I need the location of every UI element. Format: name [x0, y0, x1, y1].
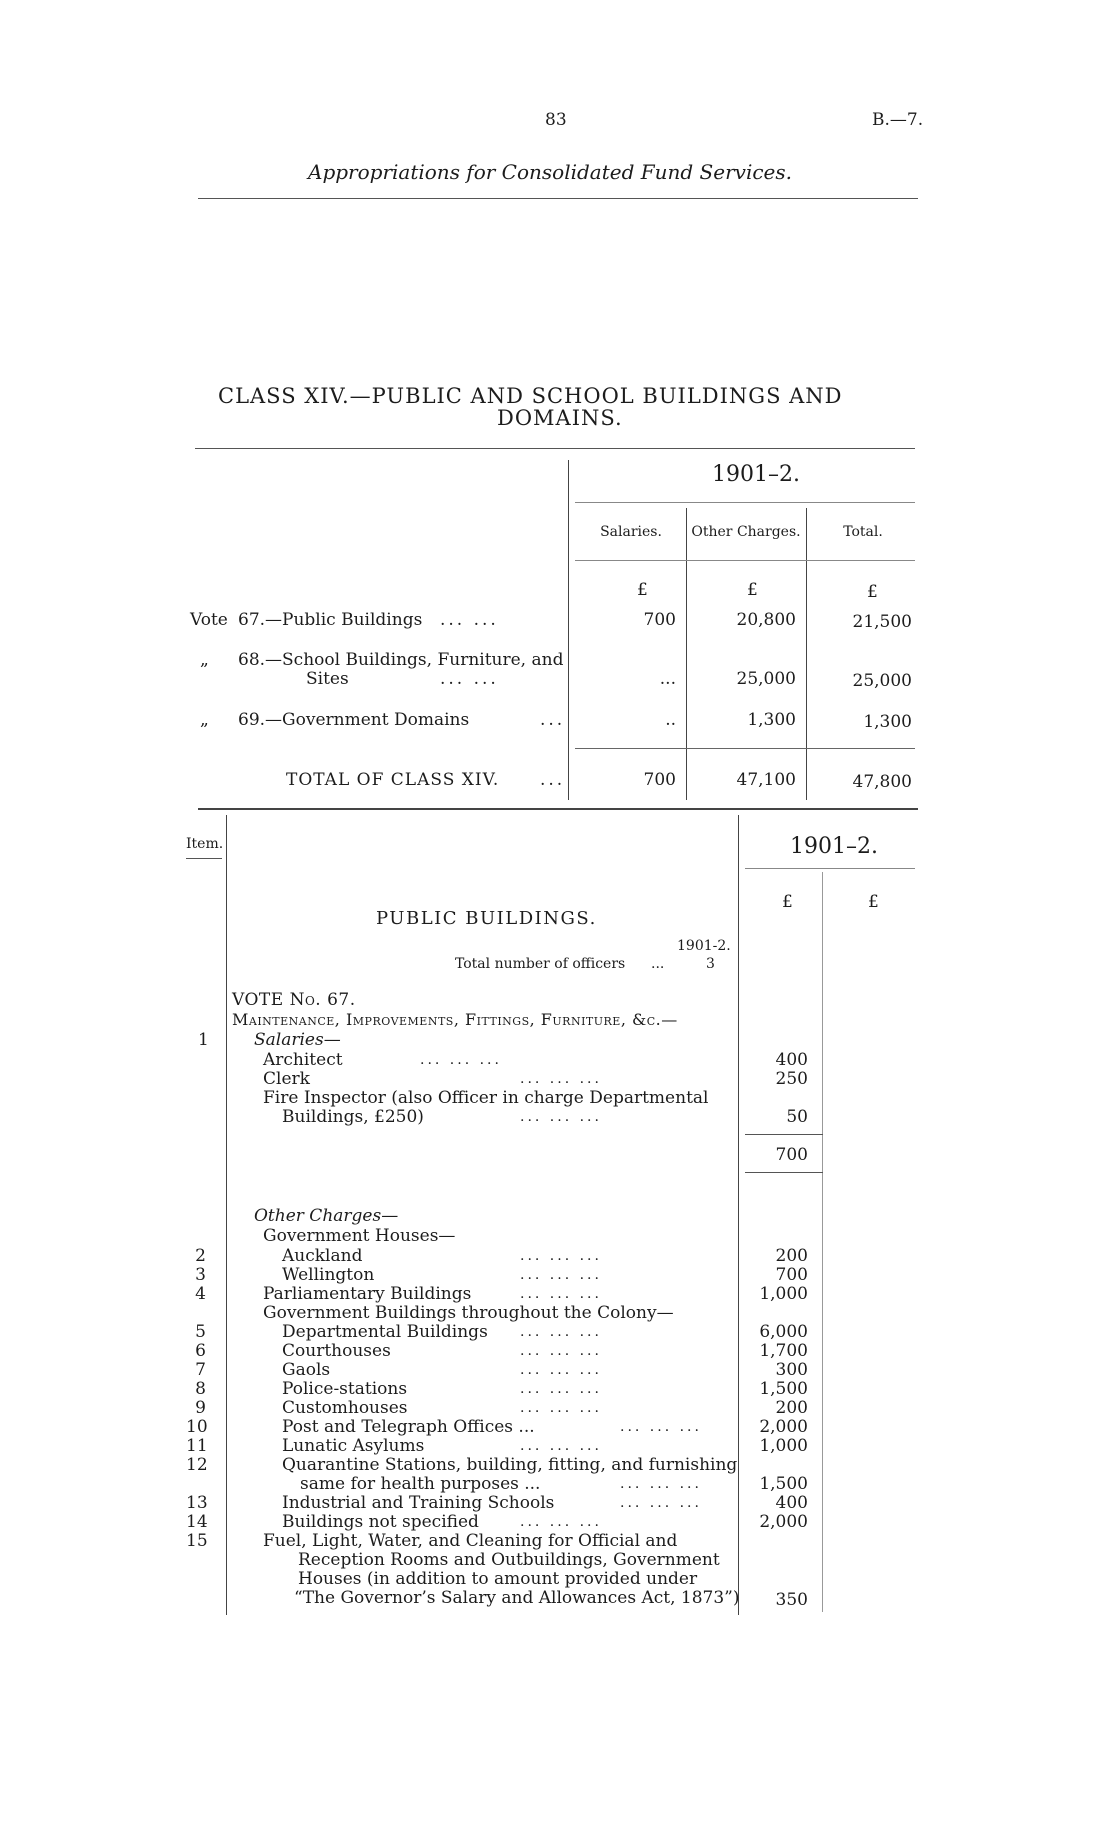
item-label: Buildings not specified [282, 1512, 479, 1532]
item-number: 3 [195, 1265, 206, 1285]
item-amount: 1,000 [759, 1436, 808, 1456]
item-leader: ... ... ... [520, 1286, 602, 1302]
currency-other: £ [747, 580, 758, 600]
government-buildings-heading: Government Buildings throughout the Colony— [263, 1303, 674, 1323]
item-number: 10 [186, 1417, 208, 1437]
item-amount: 1,700 [759, 1341, 808, 1361]
salaries-subtotal-rule [745, 1134, 823, 1135]
page-number: 83 [545, 110, 567, 130]
item-label: Lunatic Asylums [282, 1436, 425, 1456]
row-total: 25,000 [852, 671, 912, 691]
summary-col-divider-2 [806, 508, 807, 800]
item-number: 2 [195, 1246, 206, 1266]
section-title: PUBLIC BUILDINGS. [376, 908, 597, 929]
salary-label: Fire Inspector (also Officer in charge Departmental [263, 1088, 709, 1108]
item-number: 12 [186, 1455, 208, 1475]
summary-year-rule [575, 502, 915, 503]
government-houses-heading: Government Houses— [263, 1226, 456, 1246]
item-label-cont: “The Governor’s Salary and Allowances Act, 1873”) [294, 1588, 740, 1608]
item-label-cont: Reception Rooms and Outbuildings, Government [298, 1550, 720, 1570]
item-label: Parliamentary Buildings [263, 1284, 472, 1304]
detail-currency-1: £ [782, 892, 793, 912]
item-amount: 1,000 [759, 1284, 808, 1304]
item-amount: 200 [775, 1246, 808, 1266]
row-total: 1,300 [863, 712, 912, 732]
item-number: 1 [198, 1030, 209, 1050]
salaries-subtotal-bottom-rule [745, 1172, 823, 1173]
item-leader: ... ... ... [520, 1324, 602, 1340]
summary-total-rule [575, 748, 915, 749]
row-leader: ... ... [440, 610, 499, 630]
row-prefix: „ [200, 710, 209, 730]
salary-amount: 250 [775, 1069, 808, 1089]
section-divider-rule [198, 808, 918, 810]
salary-leader: ... ... ... [520, 1109, 602, 1125]
item-amount: 1,500 [759, 1379, 808, 1399]
item-label-cont: same for health purposes ... [300, 1474, 541, 1494]
item-leader: ... ... ... [520, 1400, 602, 1416]
other-charges-label: Other Charges— [254, 1206, 399, 1226]
item-leader: ... ... ... [620, 1495, 702, 1511]
item-column-divider [226, 815, 227, 1615]
row-salaries: 700 [643, 610, 676, 630]
row-leader: ... ... [440, 669, 499, 689]
total-leader: ... [540, 770, 566, 790]
item-number: 8 [195, 1379, 206, 1399]
row-other-charges: 1,300 [747, 710, 796, 730]
item-label: Auckland [282, 1246, 363, 1266]
item-label: Post and Telegraph Offices ... [282, 1417, 535, 1437]
item-leader: ... ... ... [520, 1248, 602, 1264]
summary-col-other-charges: Other Charges. [691, 524, 801, 540]
row-other-charges: 25,000 [736, 669, 796, 689]
item-label: Customhouses [282, 1398, 408, 1418]
summary-col-total: Total. [843, 524, 883, 540]
salary-label: Clerk [263, 1069, 310, 1089]
vote-heading: VOTE No. 67. [232, 990, 356, 1010]
item-amount: 350 [775, 1590, 808, 1610]
detail-currency-2: £ [868, 892, 879, 912]
summary-col-salaries: Salaries. [600, 524, 662, 540]
item-leader: ... ... ... [520, 1362, 602, 1378]
salaries-subtotal: 700 [775, 1145, 808, 1165]
item-number: 11 [186, 1436, 208, 1456]
item-label: Departmental Buildings [282, 1322, 488, 1342]
item-number: 13 [186, 1493, 208, 1513]
item-label: Police-stations [282, 1379, 408, 1399]
row-prefix: „ [200, 650, 209, 670]
row-salaries: .. [665, 710, 676, 730]
item-column-header: Item. [186, 836, 224, 852]
currency-total: £ [867, 582, 878, 602]
subhead: Maintenance, Improvements, Fittings, Furniture, &c.— [232, 1010, 678, 1029]
summary-year: 1901–2. [712, 462, 800, 487]
summary-header-rule [575, 560, 915, 561]
total-column-divider [822, 872, 823, 1612]
item-amount: 6,000 [759, 1322, 808, 1342]
officers-year: 1901-2. [677, 938, 731, 954]
item-amount: 700 [775, 1265, 808, 1285]
document-reference: B.—7. [872, 110, 924, 130]
row-other-charges: 20,800 [736, 610, 796, 630]
detail-year: 1901–2. [790, 834, 878, 859]
total-salaries: 700 [643, 770, 676, 790]
salary-amount: 50 [786, 1107, 808, 1127]
item-label: Quarantine Stations, building, fitting, and furnishing [282, 1455, 738, 1475]
total-label: TOTAL OF CLASS XIV. [286, 770, 500, 790]
class-title-line-2: DOMAINS. [497, 406, 623, 430]
amount-column-divider [738, 815, 739, 1615]
item-header-rule [186, 858, 222, 859]
item-amount: 200 [775, 1398, 808, 1418]
summary-label-divider [568, 460, 569, 800]
detail-year-rule [745, 868, 915, 869]
item-amount: 400 [775, 1493, 808, 1513]
summary-col-divider-1 [686, 508, 687, 800]
running-title: Appropriations for Consolidated Fund Services. [308, 160, 793, 184]
header-rule [198, 198, 918, 199]
item-leader: ... ... ... [520, 1514, 602, 1530]
item-number: 6 [195, 1341, 206, 1361]
item-leader: ... ... ... [520, 1343, 602, 1359]
item-label: Courthouses [282, 1341, 391, 1361]
item-amount: 1,500 [759, 1474, 808, 1494]
salary-amount: 400 [775, 1050, 808, 1070]
total-total: 47,800 [852, 772, 912, 792]
item-number: 7 [195, 1360, 206, 1380]
item-number: 9 [195, 1398, 206, 1418]
officers-leader: ... [651, 956, 665, 972]
salaries-label: Salaries— [254, 1030, 341, 1050]
row-label-cont: Sites [306, 669, 349, 689]
salary-label: Architect [263, 1050, 343, 1070]
total-other-charges: 47,100 [736, 770, 796, 790]
item-amount: 2,000 [759, 1417, 808, 1437]
row-label: 67.—Public Buildings [238, 610, 423, 630]
row-prefix: Vote [190, 610, 228, 630]
item-leader: ... ... ... [620, 1419, 702, 1435]
currency-salaries: £ [637, 580, 648, 600]
row-leader: ... [540, 710, 566, 730]
item-leader: ... ... ... [520, 1267, 602, 1283]
class-title-line-1: CLASS XIV.—PUBLIC AND SCHOOL BUILDINGS AND [218, 384, 843, 408]
item-number: 14 [186, 1512, 208, 1532]
item-amount: 300 [775, 1360, 808, 1380]
item-label: Industrial and Training Schools [282, 1493, 555, 1513]
item-label: Gaols [282, 1360, 331, 1380]
summary-top-rule [195, 448, 915, 449]
item-number: 4 [195, 1284, 206, 1304]
item-label: Fuel, Light, Water, and Cleaning for Official and [263, 1531, 678, 1551]
row-total: 21,500 [852, 612, 912, 632]
item-number: 15 [186, 1531, 208, 1551]
row-salaries: ... [659, 669, 676, 689]
item-leader: ... ... ... [520, 1438, 602, 1454]
row-label: 68.—School Buildings, Furniture, and [238, 650, 564, 670]
item-amount: 2,000 [759, 1512, 808, 1532]
item-number: 5 [195, 1322, 206, 1342]
salary-label-cont: Buildings, £250) [282, 1107, 424, 1127]
item-label: Wellington [282, 1265, 375, 1285]
salary-leader: ... ... ... [520, 1071, 602, 1087]
officers-count: 3 [706, 956, 715, 972]
officers-label: Total number of officers [455, 956, 626, 972]
row-label: 69.—Government Domains [238, 710, 470, 730]
item-leader: ... ... ... [620, 1476, 702, 1492]
item-label-cont: Houses (in addition to amount provided under [298, 1569, 698, 1589]
salary-leader: ... ... ... [420, 1052, 502, 1068]
item-leader: ... ... ... [520, 1381, 602, 1397]
